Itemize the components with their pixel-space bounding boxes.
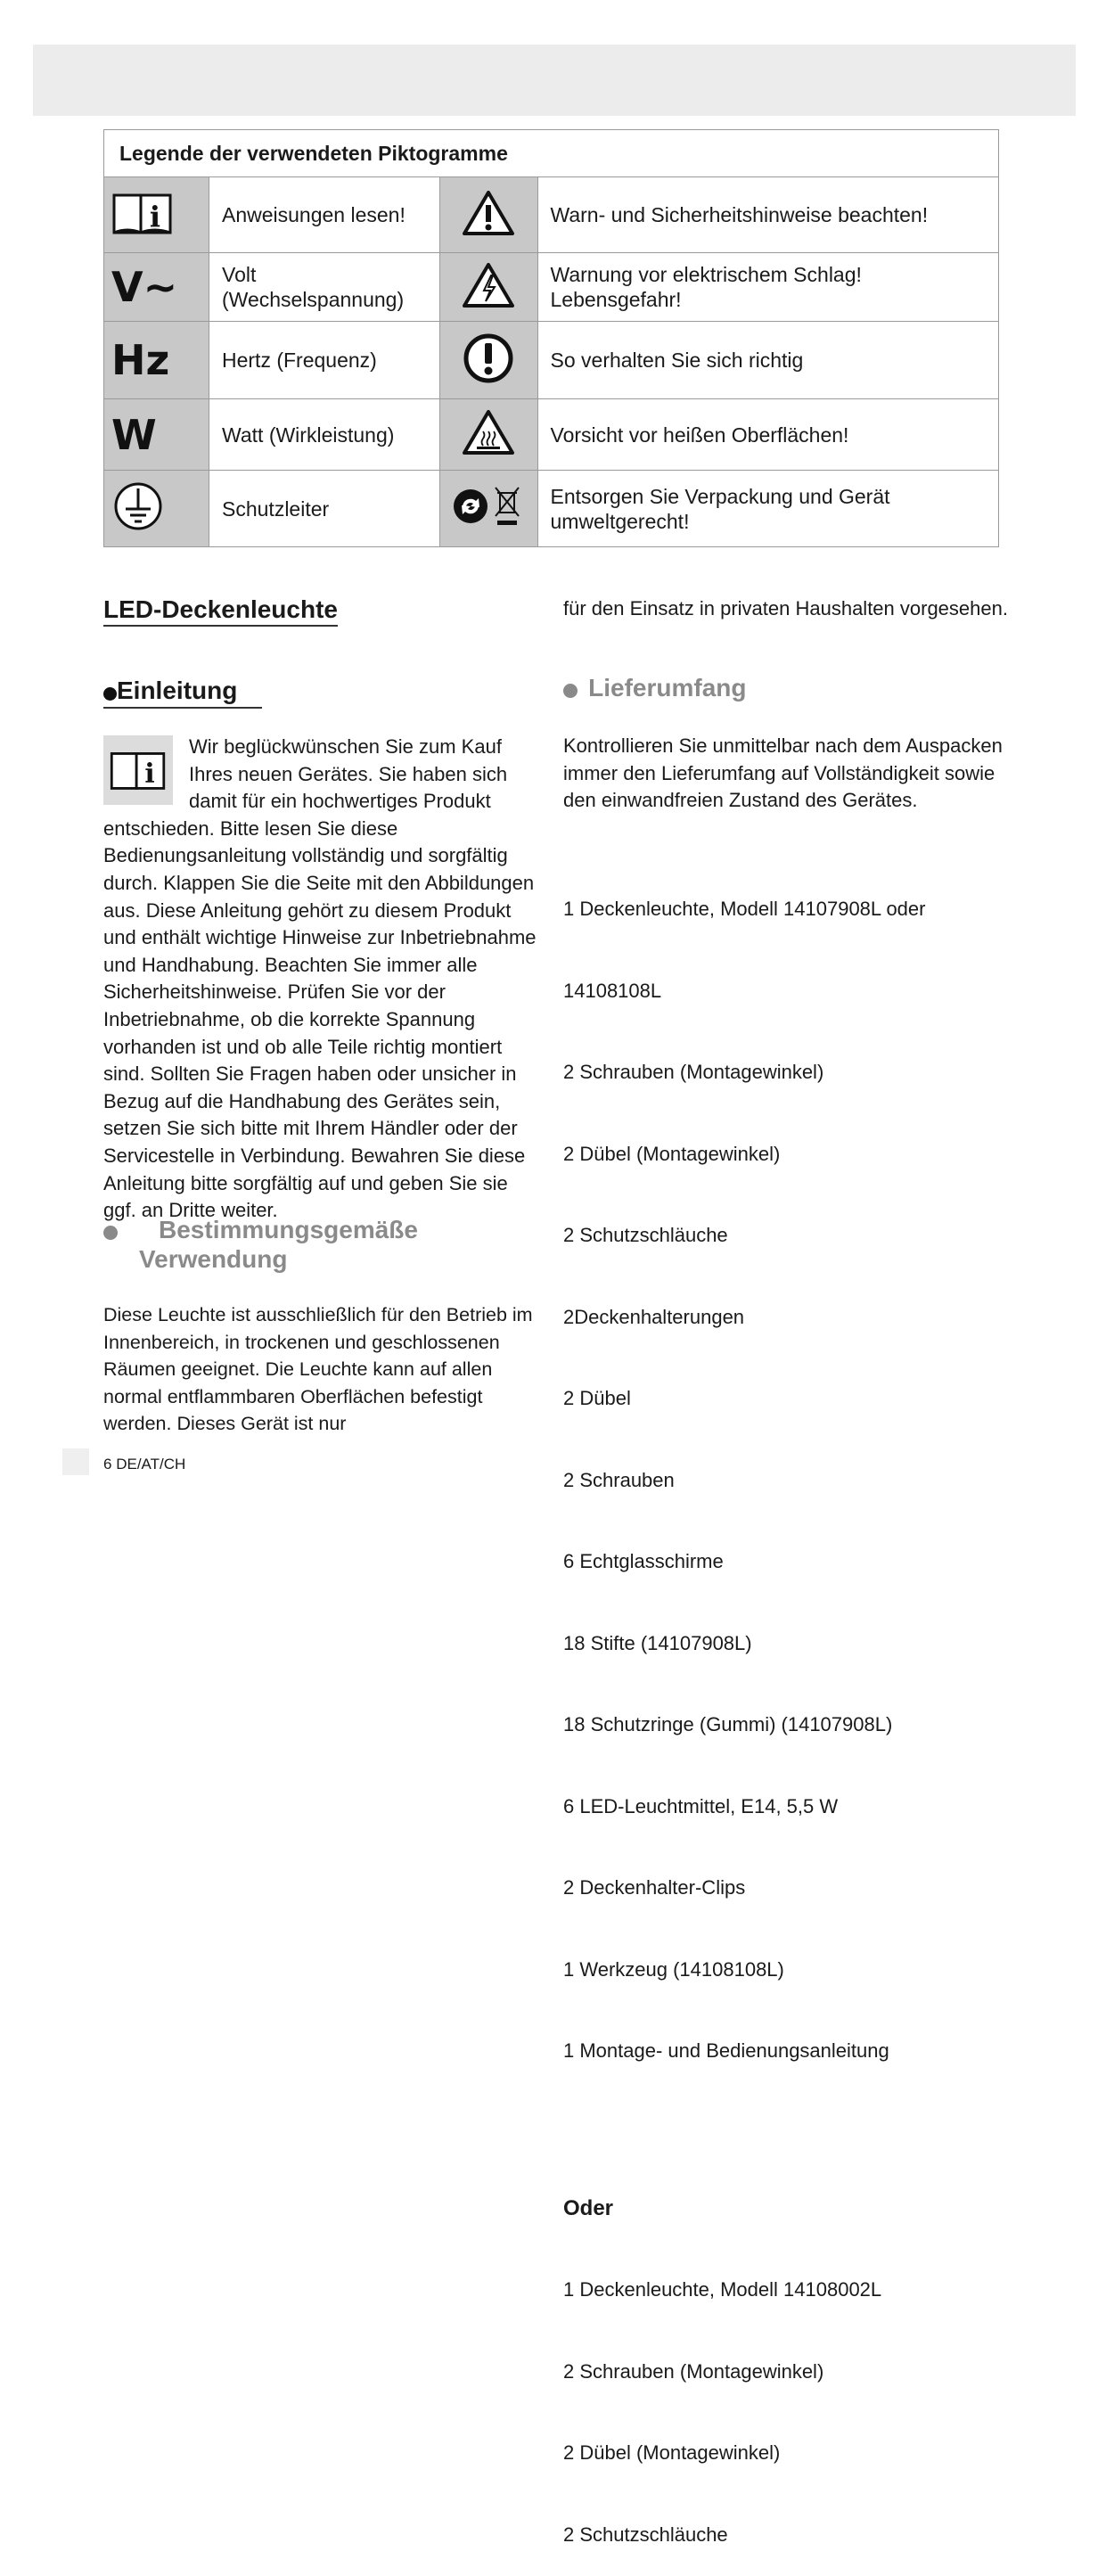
warning-exclamation-icon	[462, 189, 515, 237]
legend-icon-cell	[104, 177, 209, 253]
book-info-icon	[111, 188, 174, 238]
region-label: DE/AT/CH	[116, 1456, 186, 1473]
legend-label: Volt (Wechselspannung)	[209, 253, 440, 322]
usage-text-continued: für den Einsatz in privaten Haushalten vorgesehen.	[563, 597, 1008, 619]
usage-text: Diese Leuchte ist ausschließlich für den Betrieb im Innenbereich, in trockenen und geschlossenen Räumen geeignet. Die Leuchte kann auf allen normal entflammbaren Oberflächen befestigt werden. Dieses Gerät ist nur	[103, 1304, 533, 1434]
legend-icon-cell	[104, 471, 209, 547]
list-item: 6 Echtglasschirme	[563, 1550, 724, 1572]
intro-underline	[103, 707, 262, 709]
legend-label: Hertz (Frequenz)	[209, 322, 440, 399]
legend-icon-cell	[439, 253, 537, 322]
product-title: LED-Deckenleuchte	[103, 595, 338, 627]
page-number: 6	[103, 1456, 112, 1473]
legend-label: So verhalten Sie sich richtig	[537, 322, 999, 399]
list-item: 1 Deckenleuchte, Modell 14107908L oder	[563, 898, 926, 920]
legend-label: Entsorgen Sie Verpackung und Gerät umweltgerecht!	[537, 471, 999, 547]
footer-marker	[62, 1448, 89, 1475]
scope-heading-wrap	[563, 675, 1009, 704]
list-item: 2 Deckenhalter-Clips	[563, 1876, 746, 1899]
legend-icon-cell	[439, 177, 537, 253]
electric-shock-warning-icon	[462, 261, 515, 309]
intro-heading-wrap	[103, 677, 540, 709]
watt-icon: W	[111, 410, 157, 459]
legend-icon-cell	[439, 399, 537, 471]
list-item: 1 Werkzeug (14108108L)	[563, 1957, 784, 1981]
bullet-icon	[563, 684, 578, 698]
list-item: 2 Schutzschläuche	[563, 2523, 728, 2546]
legend-label: Schutzleiter	[209, 471, 440, 547]
intro-section	[103, 734, 542, 1225]
scope-text: Kontrollieren Sie unmittelbar nach dem Auspacken immer den Lieferumfang auf Vollständigkeit sowie den einwandfreien Zustand des Gerätes.	[563, 734, 1003, 811]
list-item: 18 Schutzringe (Gummi) (14107908L)	[563, 1713, 893, 1735]
list-item: 6 LED-Leuchtmittel, E14, 5,5 W	[563, 1794, 839, 1817]
list-item: 2 Schrauben (Montagewinkel)	[563, 2359, 824, 2383]
header-bar	[33, 45, 1076, 116]
list-item: 2 Dübel	[563, 1387, 631, 1409]
bullet-icon	[103, 687, 117, 701]
list-item: 2 Schrauben (Montagewinkel)	[563, 1061, 824, 1083]
list-item: 2Deckenhalterungen	[563, 1305, 745, 1328]
list-item: 2 Dübel (Montagewinkel)	[563, 1142, 781, 1165]
legend-title: Legende der verwendeten Piktogramme	[104, 130, 999, 177]
page-footer	[103, 1451, 185, 1479]
pictogram-legend-table	[103, 129, 999, 547]
recycle-dispose-icon	[451, 482, 526, 530]
scope-heading: Lieferumfang	[588, 674, 747, 701]
intro-text: Wir beglückwünschen Sie zum Kauf Ihres neuen Gerätes. Sie haben sich damit für ein hochwertiges Produkt entschieden. Bitte lesen Sie diese Bedienungsanleitung vollständig und sorgfältig durch. Klappen Sie die Seite mit den Abbildungen aus. Diese Anleitung gehört zu diesem Produkt und enthält wichtige Hinweise zur Inbetriebnahme und Handhabung. Beachten Sie immer alle Sicherheitshinweise. Prüfen Sie vor der Inbetriebnahme, ob die korrekte Spannung vorhanden ist und ob alle Teile richtig montiert sind. Sollten Sie Fragen haben oder unsicher in Bezug auf die Handhabung des Gerätes sein, setzen Sie sich bitte mit Ihrem Händler oder der Servicestelle in Verbindung. Bewahren Sie diese Anleitung bitte sorgfältig auf und geben Sie sie ggf. an Dritte weiter.	[103, 735, 537, 1222]
bullet-icon	[103, 1226, 118, 1240]
hertz-icon: Hz	[111, 336, 170, 384]
list-item: 2 Schutzschläuche	[563, 1224, 728, 1246]
legend-icon-cell	[439, 471, 537, 547]
legend-label: Warnung vor elektrischem Schlag! Lebensgefahr!	[537, 253, 999, 322]
list-item: 2 Dübel (Montagewinkel)	[563, 2441, 781, 2464]
legend-label: Anweisungen lesen!	[209, 177, 440, 253]
svg-text:i: i	[144, 758, 155, 790]
list-item: 1 Deckenleuchte, Modell 14108002L	[563, 2278, 882, 2301]
legend-label: Watt (Wirkleistung)	[209, 399, 440, 471]
legend-label: Warn- und Sicherheitshinweise beachten!	[537, 177, 999, 253]
legend-icon-cell	[439, 322, 537, 399]
legend-icon-cell	[104, 399, 209, 471]
read-instructions-icon	[103, 735, 173, 805]
list-item: 2 Schrauben	[563, 1468, 675, 1491]
legend-icon-cell	[104, 253, 209, 322]
hot-surface-warning-icon	[462, 408, 515, 456]
circle-exclamation-icon	[463, 332, 514, 384]
usage-heading: Bestimmungsgemäße Verwendung	[103, 1217, 540, 1273]
intro-heading: Einleitung	[117, 677, 238, 704]
or-label: Oder	[563, 2195, 614, 2220]
legend-label: Vorsicht vor heißen Oberflächen!	[537, 399, 999, 471]
list-item: 14108108L	[563, 979, 662, 1002]
protective-earth-icon	[111, 480, 165, 533]
svg-text:i: i	[149, 199, 161, 234]
volt-ac-icon: V~	[111, 263, 178, 311]
list-item: 18 Stifte (14107908L)	[563, 1631, 752, 1654]
scope-list	[563, 841, 1009, 2576]
list-item: 1 Montage- und Bedienungsanleitung	[563, 2039, 889, 2062]
legend-icon-cell	[104, 322, 209, 399]
